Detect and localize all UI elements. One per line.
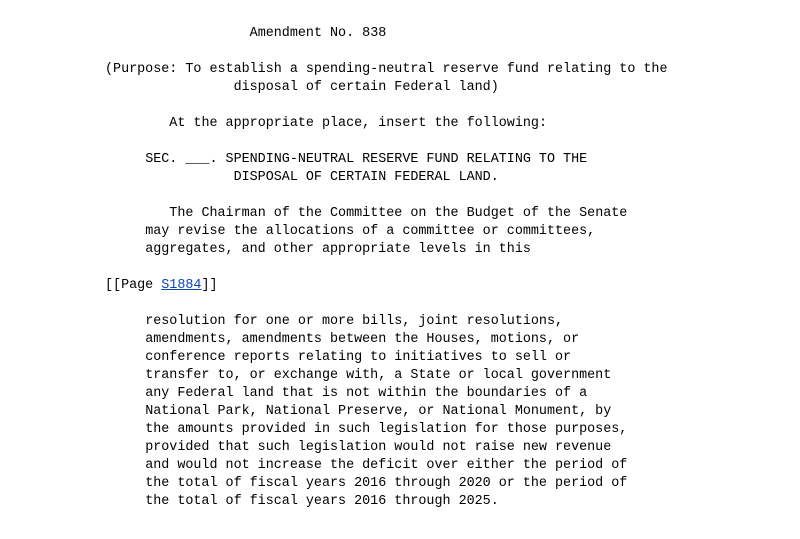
body-line [105,457,668,475]
page-marker-suffix: ]] [201,278,218,293]
purpose-text-2: disposal of certain Federal land) [233,80,499,95]
blank-line [105,97,668,115]
body-line [105,385,668,403]
section-heading-text-1: SEC. ___. SPENDING-NEUTRAL RESERVE FUND RELATING TO THE [145,152,588,167]
body-text: amendments, amendments between the Houses, motions, or [145,332,580,347]
amendment-title: Amendment No. 838 [249,26,387,41]
section-heading-line-1 [105,151,668,169]
body-line [105,349,668,367]
purpose-line-1 [105,61,668,79]
page-marker [105,277,668,295]
body-line [105,475,668,493]
body-line [105,241,668,259]
body-line [105,223,668,241]
blank-line [105,187,668,205]
body-text: the total of fiscal years 2016 through 2025. [145,494,499,509]
body-text: the total of fiscal years 2016 through 2020 or the period of [145,476,628,491]
body-text: conference reports relating to initiatives to sell or [145,350,572,365]
body-line [105,403,668,421]
body-text: may revise the allocations of a committee or committees, [145,224,596,239]
body-line [105,367,668,385]
section-heading-line-2 [105,169,668,187]
instruction-line [105,115,668,133]
body-line [105,421,668,439]
body-text: provided that such legislation would not raise new revenue [145,440,612,455]
amendment-title-line [105,25,668,43]
page-link-s1884[interactable]: S1884 [161,278,202,293]
body-text: transfer to, or exchange with, a State or local government [145,368,612,383]
instruction-text: At the appropriate place, insert the following: [169,116,547,131]
body-line [105,439,668,457]
document-body [105,25,668,511]
body-text: and would not increase the deficit over either the period of [145,458,628,473]
body-line [105,493,668,511]
body-line [105,313,668,331]
body-text: aggregates, and other appropriate levels in this [145,242,531,257]
body-text: any Federal land that is not within the boundaries of a [145,386,588,401]
blank-line [105,259,668,277]
blank-line [105,133,668,151]
body-line [105,331,668,349]
body-text: resolution for one or more bills, joint resolutions, [145,314,564,329]
body-line [105,205,668,223]
purpose-text-1: (Purpose: To establish a spending-neutral reserve fund relating to the [105,62,668,77]
page-marker-prefix: [[Page [105,278,162,293]
section-heading-text-2: DISPOSAL OF CERTAIN FEDERAL LAND. [233,170,499,185]
blank-line [105,43,668,61]
purpose-line-2 [105,79,668,97]
body-text: The Chairman of the Committee on the Budget of the Senate [169,206,628,221]
body-text: National Park, National Preserve, or National Monument, by [145,404,612,419]
body-text: the amounts provided in such legislation for those purposes, [145,422,628,437]
blank-line [105,295,668,313]
